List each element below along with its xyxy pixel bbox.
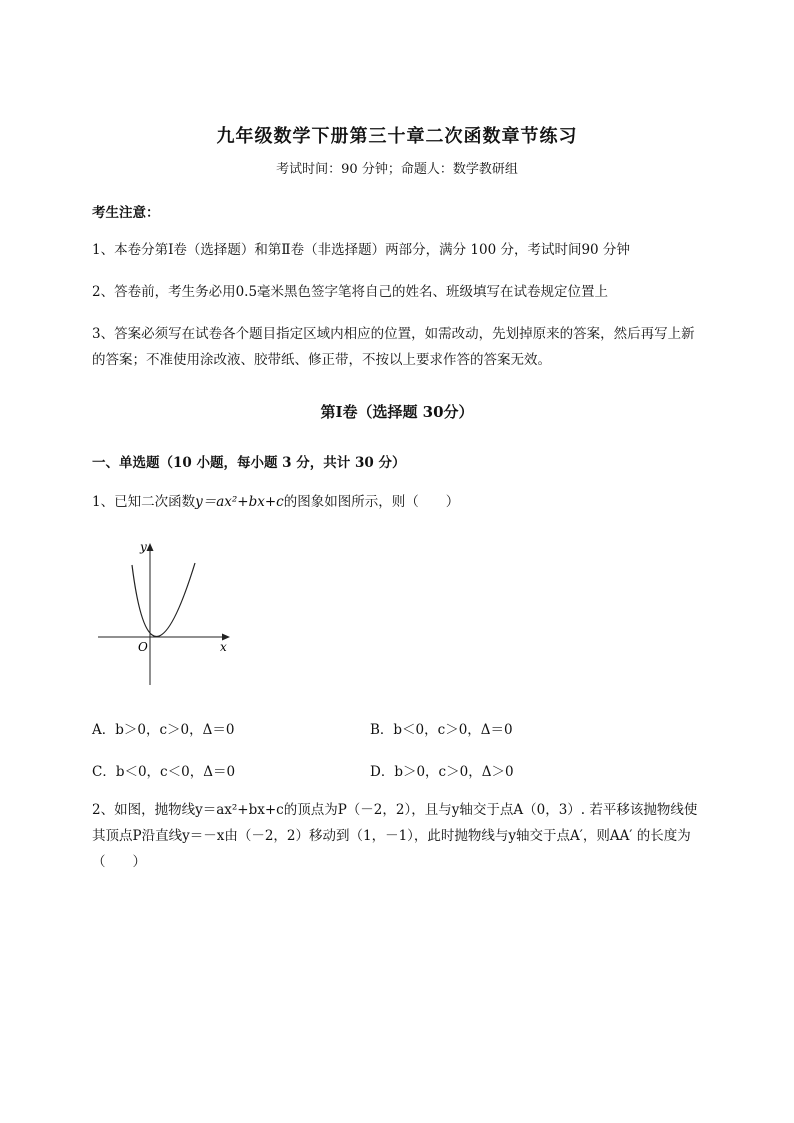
question-2: 2、如图，抛物线y＝ax²+bx+c的顶点为P（－2，2），且与y轴交于点A（0，3）. 若平移该抛物线使其顶点P沿直线y＝－x由（－2，2）移动到（1，－1），此时抛物线与y轴交于点A′，则AA′ 的长度为（ ） <box>92 802 698 870</box>
option-b: B．b＜0，c＞0，Δ＝0 <box>370 722 513 738</box>
notice-item-2: 2、答卷前，考生务必用0.5毫米黑色签字笔将自己的姓名、班级填写在试卷规定位置上 <box>92 284 609 300</box>
page-title: 九年级数学下册第三十章二次函数章节练习 <box>216 126 578 147</box>
notice-item-1: 1、本卷分第Ⅰ卷（选择题）和第Ⅱ卷（非选择题）两部分，满分 100 分，考试时间90 分钟 <box>92 242 630 258</box>
option-d: D．b＞0，c＞0，Δ＞0 <box>370 764 514 780</box>
part-heading: 一、单选题（10 小题，每小题 3 分，共计 30 分） <box>92 455 406 471</box>
origin-label: O <box>138 640 148 654</box>
question-1-formula: y＝ax²+bx+c <box>195 494 284 510</box>
option-c: C．b＜0，c＜0，Δ＝0 <box>92 764 236 780</box>
section-title: 第Ⅰ卷（选择题 30分） <box>320 403 474 421</box>
question-1-prefix: 1、已知二次函数 <box>92 494 196 510</box>
parabola-graph <box>92 535 242 690</box>
question-1 <box>92 489 708 515</box>
option-a: A．b＞0，c＞0，Δ＝0 <box>92 722 235 738</box>
parabola-curve <box>132 563 195 637</box>
y-axis-arrow <box>147 543 154 551</box>
y-axis-label: y <box>140 540 147 554</box>
x-axis-label: x <box>220 640 227 654</box>
exam-info: 考试时间：90 分钟；命题人：数学教研组 <box>276 162 518 177</box>
question-1-suffix: 的图象如图所示，则（ ） <box>283 494 460 510</box>
notice-item-3: 3、答案必须写在试卷各个题目指定区域内相应的位置，如需改动，先划掉原来的答案，然后再写上新的答案；不准使用涂改液、胶带纸、修正带，不按以上要求作答的答案无效。 <box>92 326 695 368</box>
notice-heading: 考生注意： <box>92 205 160 221</box>
